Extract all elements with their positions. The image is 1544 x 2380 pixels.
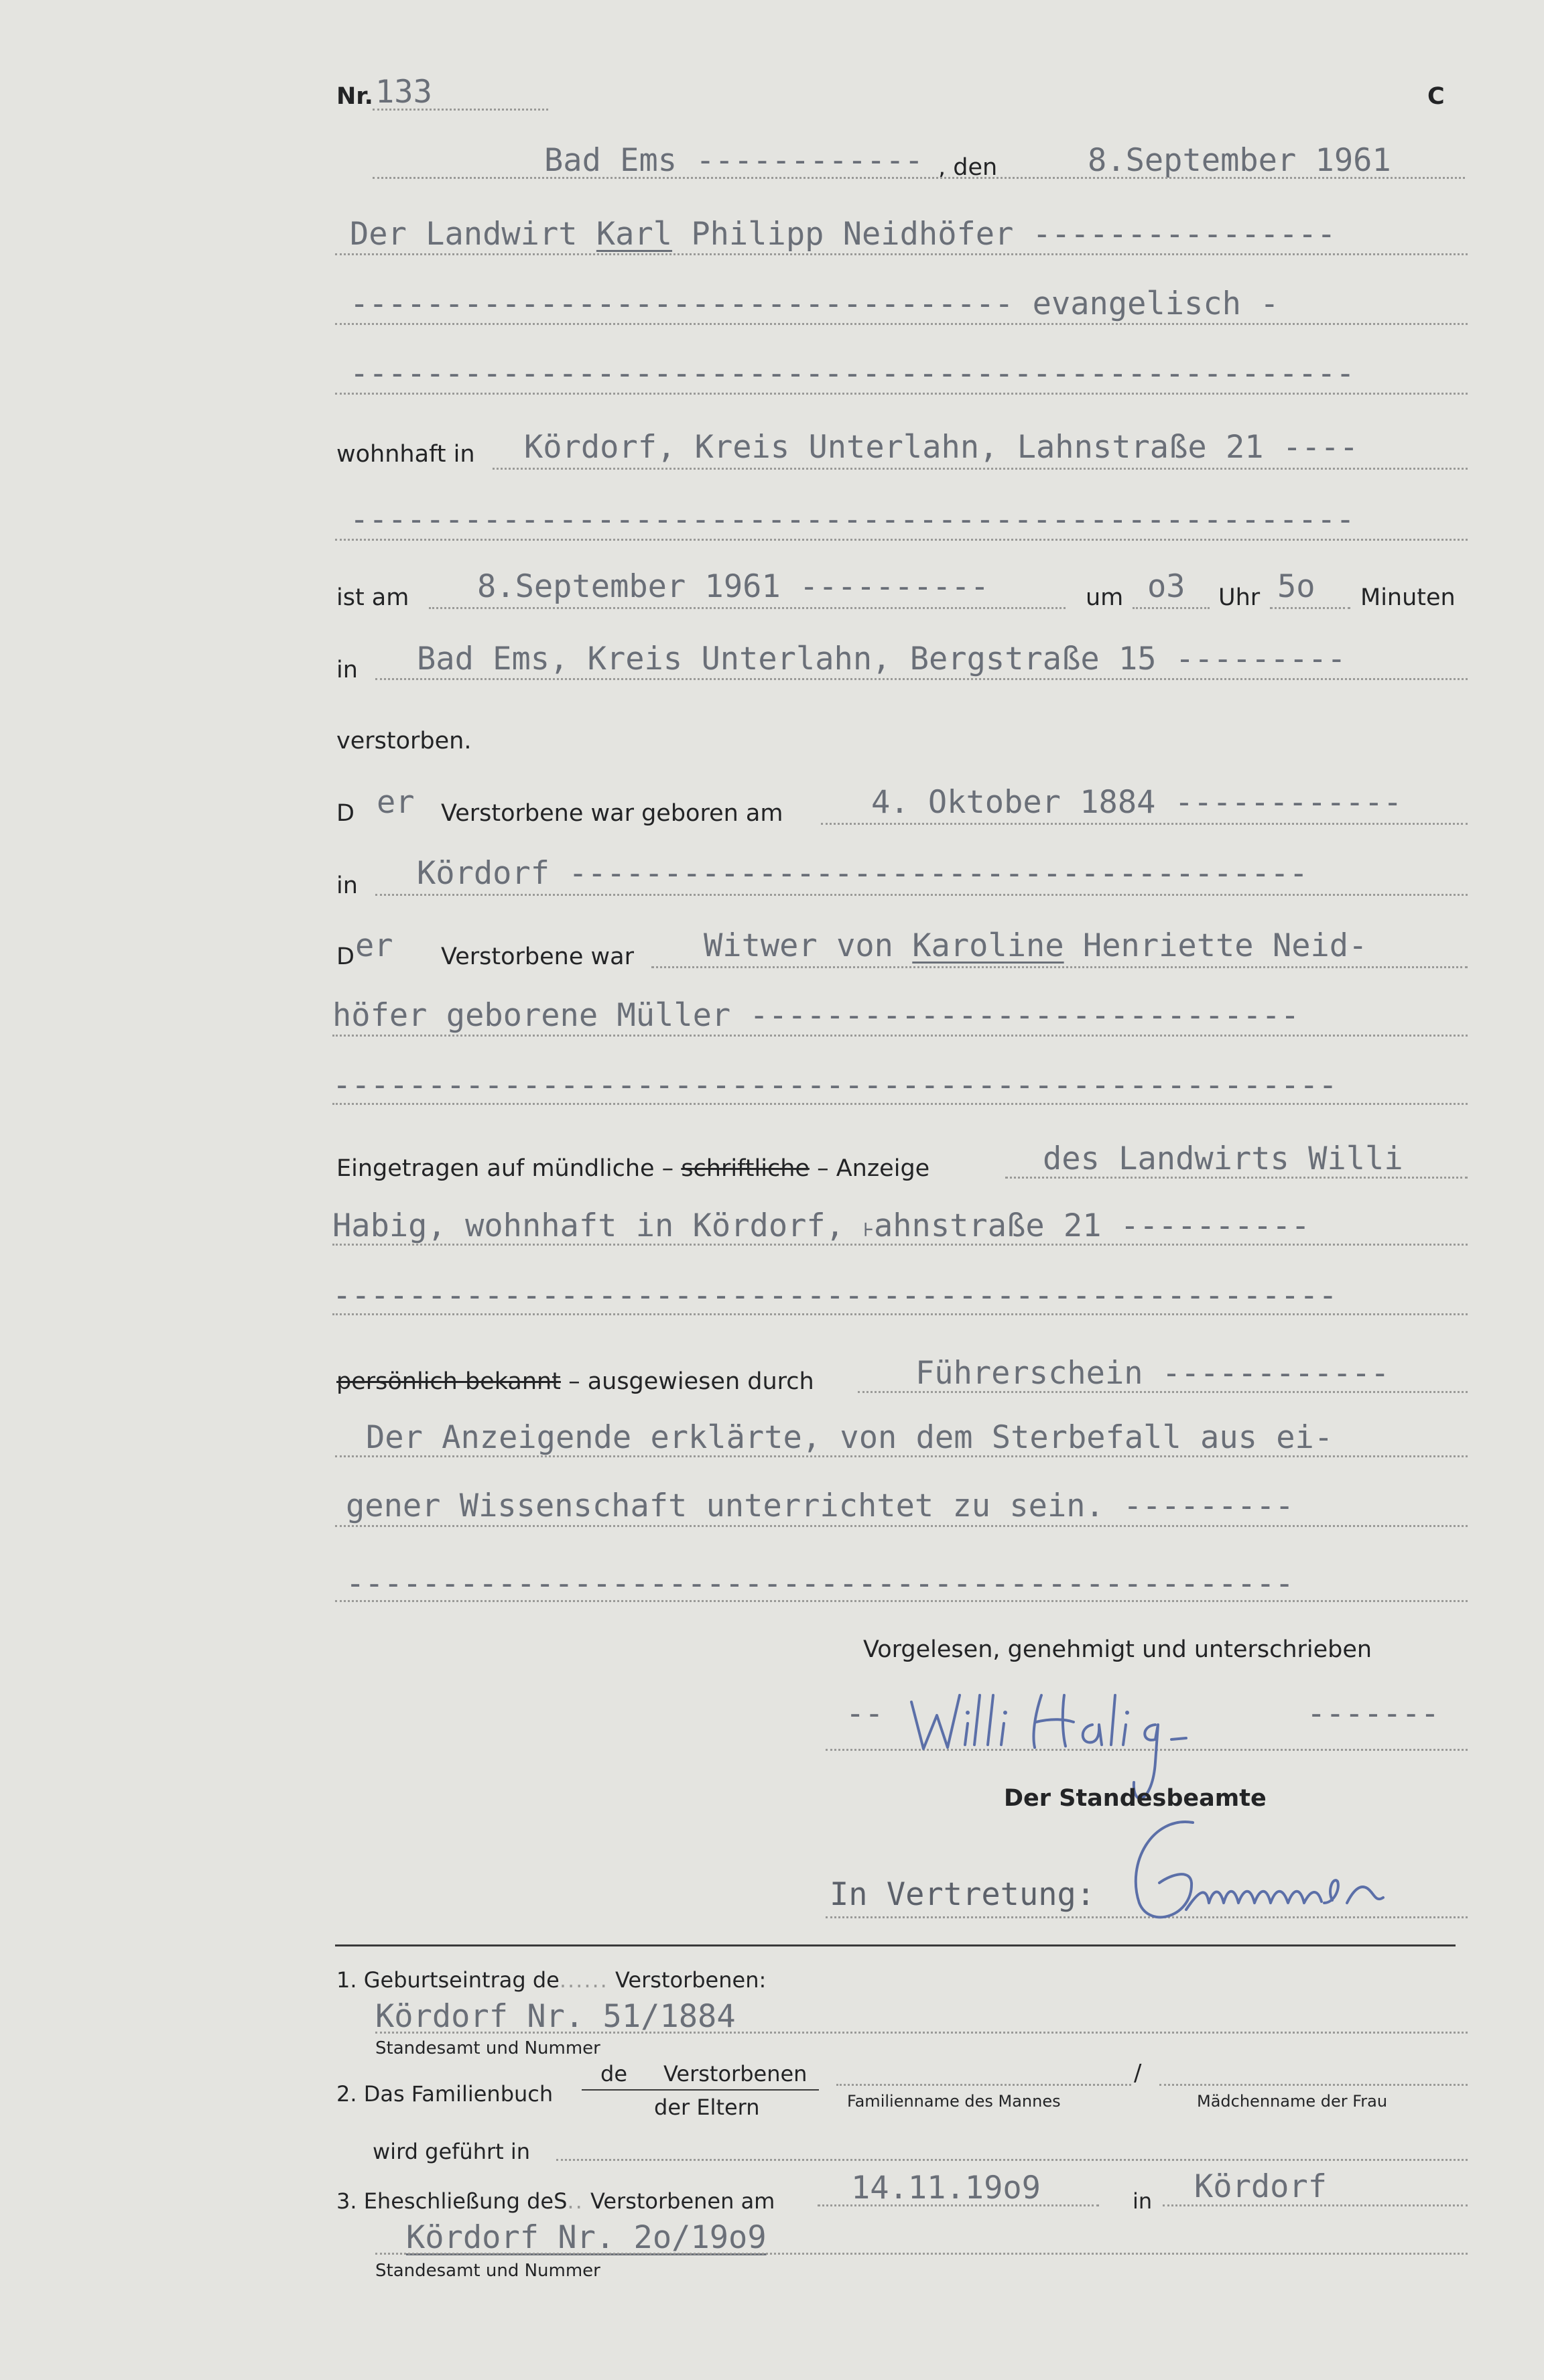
form-letter: C [1427,83,1445,110]
birth-in-label: in [336,872,358,899]
statement-line-1: Der Anzeigende erklärte, von dem Sterbefall aus ei- [366,1419,1334,1456]
registrar-signature [1112,1809,1474,1936]
birth-label: Verstorbene war geboren am [441,800,783,827]
item2-wife-line [1159,2084,1468,2086]
statement-dotted-line-3 [335,1600,1468,1602]
um-label: um [1086,584,1124,611]
item2-top-option: Verstorbenen [663,2061,808,2087]
birth-place-dotted-line [375,894,1468,896]
statement-dotted-line-1 [335,1455,1468,1457]
item3-caption: Standesamt und Nummer [375,2261,600,2281]
item2-fraction-line [582,2089,819,2091]
registry-date: 8.September 1961 [1088,142,1391,179]
registrar-label: Der Standesbeamte [1004,1785,1267,1812]
identification-document: Führerschein ------------ [915,1355,1390,1392]
death-place-dotted-line [375,678,1468,680]
minuten-label: Minuten [1360,584,1456,611]
marital-label: Verstorbene war [441,943,634,970]
item1-caption: Standesamt und Nummer [375,2038,600,2058]
marital-d-label: D [336,943,355,970]
birth-date-dotted-line [821,823,1468,825]
item3-entry-line [375,2253,1468,2255]
registration-dotted-line-2 [332,1244,1468,1246]
registration-label: Eingetragen auf mündliche – schriftliche – Anzeige [336,1155,930,1182]
marital-line-2: höfer geborene Müller ----------------------------- [332,997,1300,1034]
deceased-dotted-line-2 [335,323,1468,325]
item2-bottom-option: der Eltern [654,2095,760,2120]
informant-residence: Habig, wohnhaft in Kördorf, ˫ahnstraße 21 ---------- [332,1207,1310,1244]
item1-dotted-line [375,2032,1468,2034]
registration-filler: ----------------------------------------------------- [332,1277,1338,1314]
item2-label: 2. Das Familienbuch [336,2081,554,2107]
marital-dotted-line-2 [332,1035,1468,1037]
identification-dotted-line [858,1391,1468,1393]
statement-line-2: gener Wissenschaft unterrichtet zu sein. --------- [346,1488,1294,1524]
residence-value: Kördorf, Kreis Unterlahn, Lahnstraße 21 ---- [524,429,1359,466]
vertretung-typed: In Vertretung: [830,1876,1096,1913]
birth-date: 4. Oktober 1884 ------------ [871,784,1403,821]
item3-label: 3. Eheschließung deS.. Verstorbenen am [336,2188,775,2214]
registration-dotted-line [1005,1177,1468,1179]
death-minutes: 5o [1277,568,1315,605]
item3-in-label: in [1133,2188,1153,2214]
marriage-date: 14.11.19o9 [851,2170,1041,2206]
birth-registry-entry: Kördorf Nr. 51/1884 [375,1998,736,2035]
wohnhaft-label: wohnhaft in [336,441,475,468]
uhr-label: Uhr [1218,584,1261,611]
item3-place-line [1163,2204,1468,2206]
nr-dotted-line [373,109,548,111]
item2-wife-caption: Mädchenname der Frau [1197,2092,1388,2111]
item2-husband-caption: Familienname des Mannes [847,2092,1061,2111]
hour-dotted-line [1133,607,1210,609]
marital-value: Witwer von Karoline Henriette Neid- [704,927,1368,964]
marital-dotted-line [651,966,1468,968]
minutes-dotted-line [1270,607,1350,609]
statement-dotted-line-2 [335,1525,1468,1527]
marital-line-3: ----------------------------------------------------- [332,1067,1338,1104]
item3-date-line [818,2204,1099,2206]
marriage-place: Kördorf [1194,2168,1328,2205]
death-date-dotted-line [429,607,1066,609]
informant-dashes-left: -- [846,1695,884,1732]
marital-dotted-line-3 [332,1103,1468,1105]
den-label: , den [938,154,998,181]
item2-husband-line [836,2084,1131,2086]
verstorben-label: verstorben. [336,728,472,754]
registration-dotted-line-3 [332,1313,1468,1315]
religion-line: ----------------------------------- evangelisch - [350,285,1279,322]
marriage-registry-entry: Kördorf Nr. 2o/19o9 [406,2219,767,2256]
death-in-label: in [336,657,358,683]
register-number: 133 [375,74,432,111]
informant-name: des Landwirts Willi [1043,1140,1403,1177]
read-approved-label: Vorgelesen, genehmigt und unterschrieben [863,1636,1372,1663]
nr-label: Nr. [336,83,373,110]
residence-filler-line: ----------------------------------------------------- [350,501,1355,538]
item2-slash: / [1134,2060,1142,2087]
marital-er-typed: er [355,927,393,964]
footer-separator [335,1944,1456,1946]
header-dotted-line [373,177,1465,179]
residence-dotted-line-2 [335,539,1468,541]
informant-dashes-right: ------- [1307,1695,1440,1732]
death-hour: o3 [1147,568,1185,605]
deceased-name-line: Der Landwirt Karl Philipp Neidhöfer ---------------- [350,216,1336,253]
deceased-dotted-line-1 [335,253,1468,255]
item2-wird-label: wird geführt in [373,2139,531,2164]
death-date: 8.September 1961 ---------- [477,568,990,605]
birth-er-typed: er [377,784,415,821]
item2-wird-line [556,2159,1468,2161]
registry-place: Bad Ems ------------ [544,142,923,179]
item1-label: 1. Geburtseintrag de...... Verstorbenen: [336,1967,767,1993]
statement-line-3: -------------------------------------------------- [346,1565,1294,1602]
birth-d-label: D [336,800,355,827]
death-place: Bad Ems, Kreis Unterlahn, Bergstraße 15 --------- [417,641,1346,677]
deceased-dotted-line-3 [335,393,1468,395]
item2-de: de [600,2061,627,2087]
birth-place: Kördorf --------------------------------------- [417,855,1308,892]
identification-label: persönlich bekannt – ausgewiesen durch [336,1368,814,1395]
deceased-filler-line: ----------------------------------------------------- [350,355,1355,392]
ist-am-label: ist am [336,584,409,611]
residence-dotted-line [493,468,1468,470]
